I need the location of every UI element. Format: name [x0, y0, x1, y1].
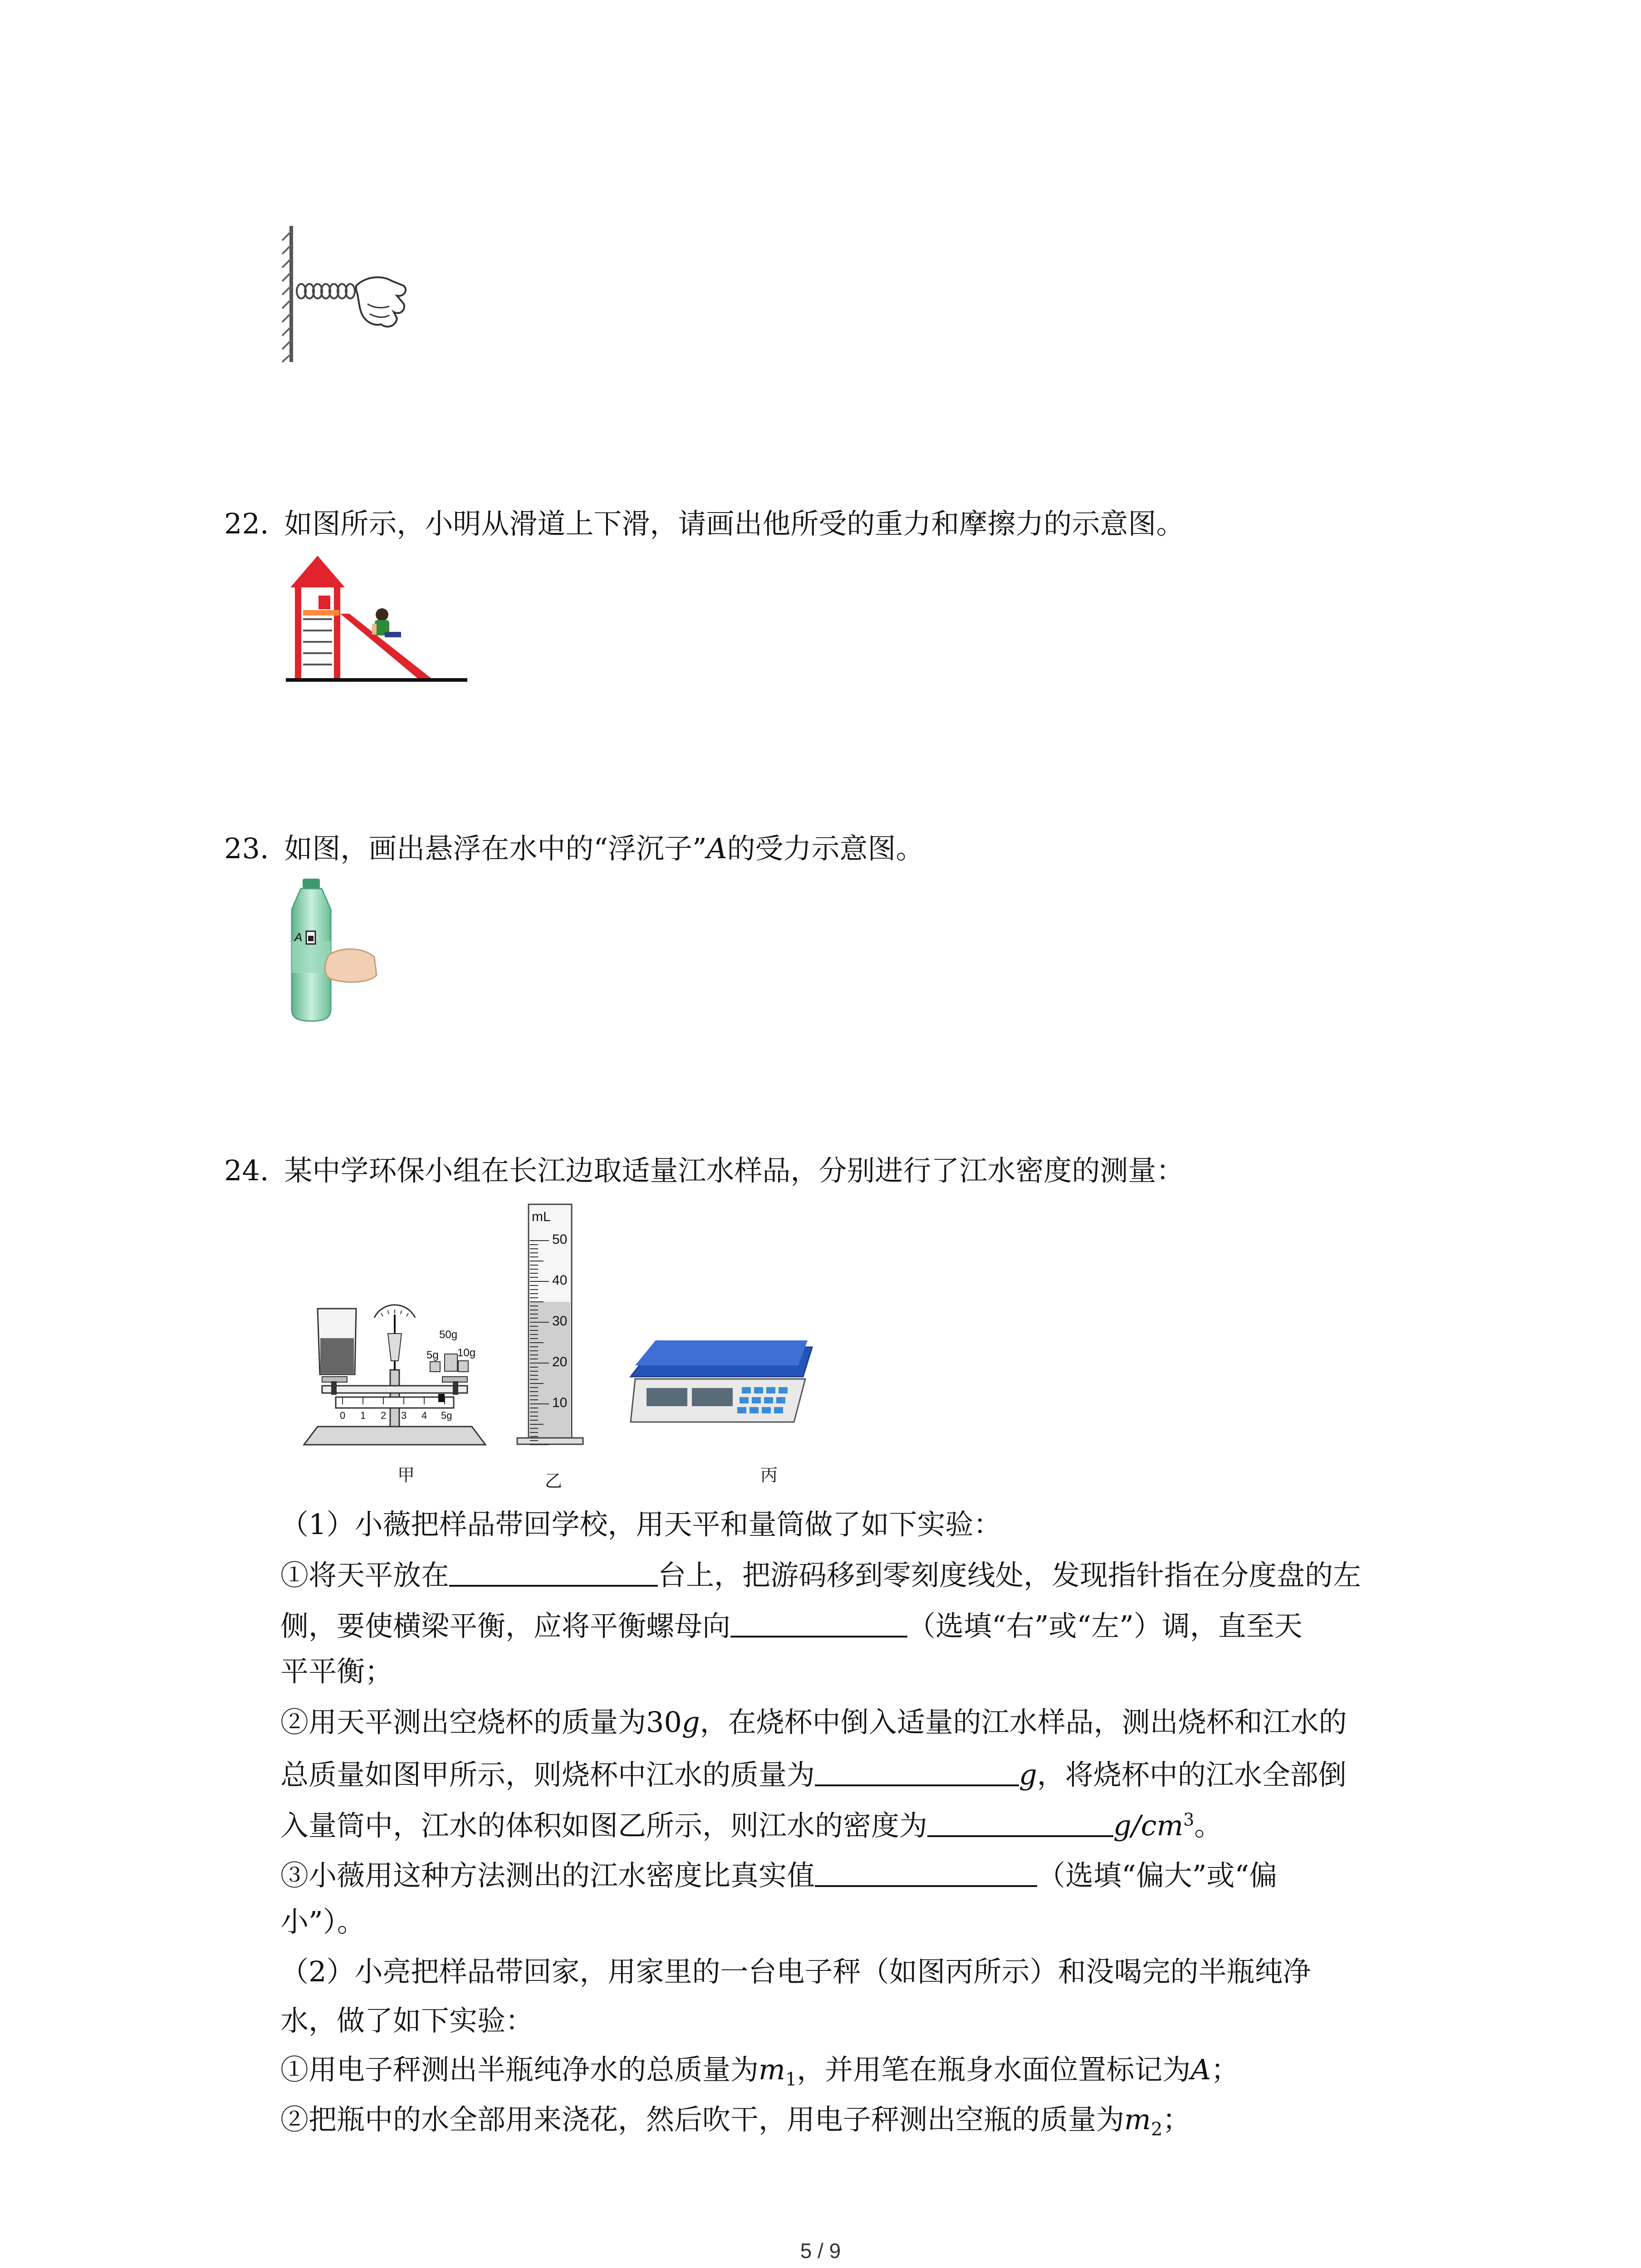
svg-text:5g: 5g — [441, 1410, 452, 1421]
spring-hand-figure — [268, 218, 422, 367]
weight-label-5g: 5g — [426, 1349, 439, 1361]
part1-step1-line3: 平平衡； — [280, 1655, 393, 1688]
variable-A: A — [706, 832, 727, 865]
svg-text:10: 10 — [552, 1395, 568, 1410]
part1-step1-line2: 侧，要使横梁平衡，应将平衡螺母向 （选填“右”或“左”）调，直至天 — [280, 1609, 1303, 1642]
balance-figure — [304, 1305, 485, 1445]
part1-step2-line1: ②用天平测出空烧杯的质量为30g，在烧杯中倒入适量的江水样品，测出烧杯和江水的 — [280, 1706, 1347, 1739]
question-number: 22. — [224, 507, 269, 540]
svg-text:1: 1 — [360, 1410, 366, 1421]
question-22 — [224, 507, 1185, 540]
question-23 — [224, 832, 924, 865]
answer-blank-4[interactable] — [927, 1809, 1113, 1837]
part1-step1-line1: ①将天平放在 台上，把游码移到零刻度线处，发现指针指在分度盘的左 — [280, 1559, 1362, 1592]
part1-heading: （1）小薇把样品带回学校，用天平和量筒做了如下实验： — [280, 1508, 1002, 1541]
svg-text:0: 0 — [340, 1410, 346, 1421]
weight-label-10g: 10g — [457, 1347, 476, 1359]
bottle-label-A: A — [294, 930, 303, 944]
part1-step3-line1: ③小薇用这种方法测出的江水密度比真实值 （选填“偏大”或“偏 — [280, 1859, 1278, 1892]
part2-heading-line2: 水，做了如下实验： — [280, 2004, 534, 2037]
svg-text:3: 3 — [401, 1410, 407, 1421]
question-number: 23. — [224, 832, 269, 865]
cylinder-figure — [517, 1204, 583, 1445]
cylinder-unit: mL — [532, 1209, 551, 1224]
part1-step3-line2: 小”）。 — [280, 1905, 365, 1938]
answer-blank-5[interactable] — [815, 1859, 1037, 1887]
svg-text:2: 2 — [381, 1410, 387, 1421]
part1-step2-line3: 入量筒中，江水的体积如图乙所示，则江水的密度为 $g/cm^3$。 — [280, 1809, 1223, 1842]
svg-text:50: 50 — [552, 1232, 568, 1247]
figure-label-jia: 甲 — [397, 1466, 415, 1485]
figure-label-yi: 乙 — [544, 1472, 563, 1491]
svg-text:4: 4 — [421, 1410, 427, 1421]
svg-text:20: 20 — [552, 1354, 568, 1369]
svg-text:30: 30 — [552, 1314, 568, 1329]
figure-label-bing: 丙 — [760, 1466, 778, 1485]
question-text: 如图，画出悬浮在水中的“浮沉子”A的受力示意图。 — [284, 832, 924, 865]
weight-label-50g: 50g — [439, 1329, 458, 1341]
slide-figure — [281, 551, 472, 696]
question-24 — [224, 1154, 1185, 1187]
part2-heading-line1: （2）小亮把样品带回家，用家里的一台电子秤（如图丙所示）和没喝完的半瓶纯净 — [280, 1955, 1311, 1988]
part2-step2: ②把瓶中的水全部用来浇花，然后吹干，用电子秤测出空瓶的质量为$m_2$； — [280, 2103, 1191, 2140]
electronic-scale-figure — [631, 1340, 812, 1422]
question-text: 如图所示，小明从滑道上下滑，请画出他所受的重力和摩擦力的示意图。 — [284, 507, 1185, 540]
question-intro: 某中学环保小组在长江边取适量江水样品，分别进行了江水密度的测量： — [284, 1154, 1185, 1187]
question-number: 24. — [224, 1154, 269, 1187]
answer-blank-2[interactable] — [730, 1609, 907, 1637]
answer-blank-1[interactable] — [449, 1559, 658, 1587]
part2-step1: ①用电子秤测出半瓶纯净水的总质量为$m_1$，并用笔在瓶身水面位置标记为A； — [280, 2053, 1239, 2090]
part1-step2-line2: 总质量如图甲所示，则烧杯中江水的质量为 g，将烧杯中的江水全部倒 — [280, 1758, 1347, 1791]
bottle-figure — [279, 878, 379, 1023]
answer-blank-3[interactable] — [815, 1758, 1019, 1786]
svg-text:40: 40 — [552, 1273, 568, 1288]
page-number: 5 / 9 — [800, 2239, 841, 2263]
measurement-figure — [277, 1198, 880, 1506]
